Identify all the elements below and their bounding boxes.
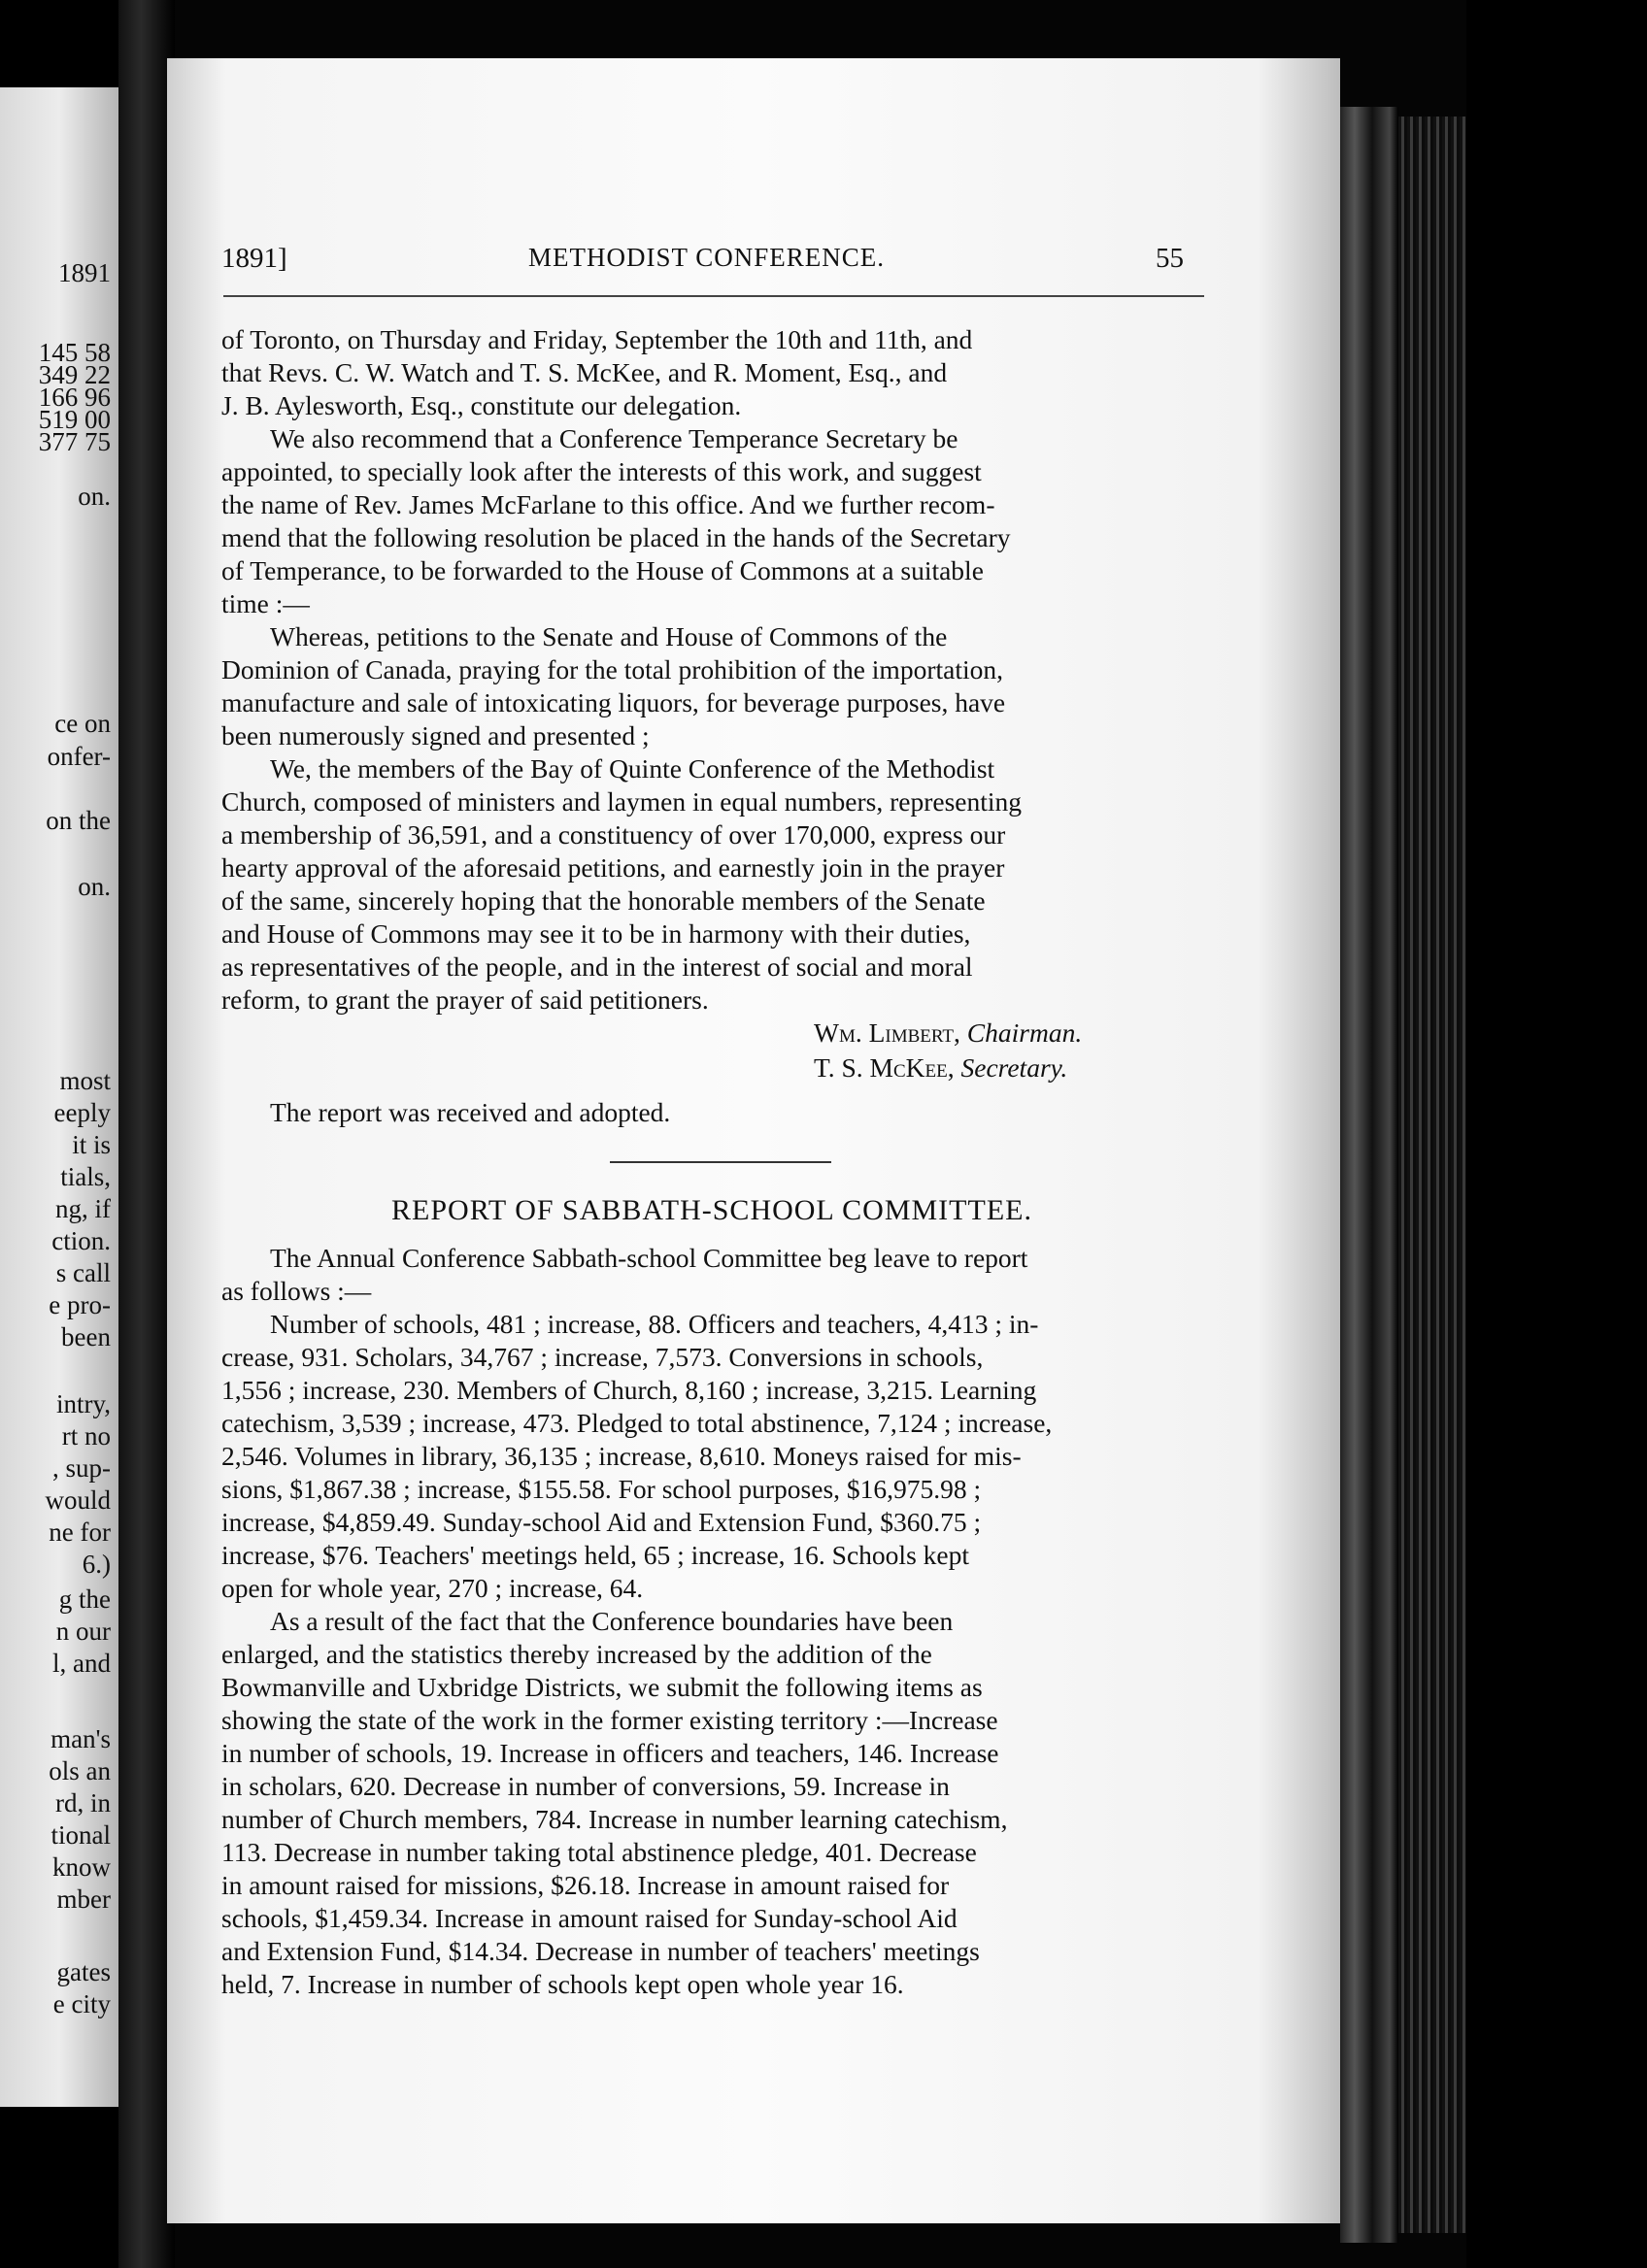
section-title: REPORT OF SABBATH-SCHOOL COMMITTEE. [391, 1194, 1032, 1226]
margin-fragment: 145 58 [38, 338, 111, 367]
margin-fragment: l, and [52, 1649, 111, 1678]
text-line: in number of schools, 19. Increase in officers and teachers, 146. Increase [221, 1738, 999, 1768]
margin-fragment: e city [52, 1989, 111, 2018]
section-separator [610, 1161, 831, 1163]
margin-fragment: 377 75 [38, 427, 111, 456]
text-line: 113. Decrease in number taking total abstinence pledge, 401. Decrease [221, 1837, 977, 1867]
margin-fragment: rt no [61, 1421, 111, 1451]
text-line: that Revs. C. W. Watch and T. S. McKee, and R. Moment, Esq., and [221, 357, 948, 387]
text-line: and Extension Fund, $14.34. Decrease in number of teachers' meetings [221, 1936, 980, 1966]
text-line: Bowmanville and Uxbridge Districts, we submit the following items as [221, 1672, 983, 1702]
header-year: 1891] [221, 243, 287, 274]
text-line: been numerously signed and presented ; [221, 720, 650, 750]
margin-fragment: 1891 [58, 258, 111, 287]
signature-secretary [814, 1054, 1067, 1082]
text-line: enlarged, and the statistics thereby increased by the addition of the [221, 1639, 932, 1669]
margin-fragment: ction. [51, 1226, 111, 1255]
text-line: schools, $1,459.34. Increase in amount raised for Sunday-school Aid [221, 1903, 958, 1933]
text-line: held, 7. Increase in number of schools kept open whole year 16. [221, 1969, 904, 1999]
text-line: hearty approval of the aforesaid petitions, and earnestly join in the prayer [221, 852, 1005, 883]
margin-fragment: ce on [54, 709, 111, 738]
margin-fragment: ng, if [55, 1194, 111, 1223]
text-line: 2,546. Volumes in library, 36,135 ; increase, 8,610. Moneys raised for mis- [221, 1441, 1022, 1471]
margin-fragment: tional [50, 1820, 111, 1850]
margin-fragment: eeply [53, 1098, 111, 1127]
margin-fragment: on. [78, 872, 111, 901]
margin-fragment: intry, [56, 1389, 111, 1418]
text-line: appointed, to specially look after the interests of this work, and suggest [221, 456, 982, 486]
margin-fragment: g the [58, 1584, 111, 1614]
signature-name: T. S. McKee, [814, 1052, 955, 1083]
signature-chairman [814, 1019, 1082, 1047]
margin-fragment: n our [55, 1617, 111, 1646]
margin-fragment: ne for [49, 1518, 111, 1547]
page-number: 55 [1156, 243, 1184, 274]
text-line: of Toronto, on Thursday and Friday, September the 10th and 11th, and [221, 324, 973, 354]
signature-name: Wm. Limbert, [814, 1017, 960, 1048]
text-line: We also recommend that a Conference Temperance Secretary be [270, 423, 958, 453]
margin-fragment: 166 96 [38, 383, 111, 412]
text-line: open for whole year, 270 ; increase, 64. [221, 1573, 644, 1603]
text-line: as representatives of the people, and in the interest of social and moral [221, 951, 973, 982]
text-line: in scholars, 620. Decrease in number of conversions, 59. Increase in [221, 1771, 950, 1801]
text-line: reform, to grant the prayer of said petitioners. [221, 984, 709, 1015]
margin-fragment: 519 00 [38, 405, 111, 434]
text-line: in amount raised for missions, $26.18. Increase in amount raised for [221, 1870, 950, 1900]
margin-fragment: on the [46, 806, 111, 835]
text-line: and House of Commons may see it to be in harmony with their duties, [221, 918, 971, 949]
margin-fragment: tials, [60, 1162, 111, 1191]
margin-fragment: mber [56, 1884, 111, 1914]
text-line: as follows :— [221, 1276, 372, 1306]
text-line: number of Church members, 784. Increase in number learning catechism, [221, 1804, 1008, 1834]
text-line: the name of Rev. James McFarlane to this office. And we further recom- [221, 489, 995, 519]
text-line: Dominion of Canada, praying for the total prohibition of the importation, [221, 654, 1003, 684]
margin-fragment: rd, in [55, 1788, 111, 1818]
text-line: Whereas, petitions to the Senate and House of Commons of the [270, 621, 948, 651]
text-line: Number of schools, 481 ; increase, 88. Officers and teachers, 4,413 ; in- [270, 1309, 1039, 1339]
text-line: increase, $76. Teachers' meetings held, 65 ; increase, 16. Schools kept [221, 1540, 969, 1570]
text-line: As a result of the fact that the Conference boundaries have been [270, 1606, 954, 1636]
margin-fragment: would [45, 1485, 111, 1515]
margin-fragment: ols an [49, 1756, 111, 1785]
text-line: catechism, 3,539 ; increase, 473. Pledged to total abstinence, 7,124 ; increase, [221, 1408, 1053, 1438]
margin-fragment: , sup- [52, 1453, 111, 1483]
margin-fragment: on. [78, 482, 111, 511]
page-stack-edges [1398, 117, 1466, 2233]
previous-page-fragment [0, 87, 118, 2107]
margin-fragment: most [59, 1066, 111, 1095]
text-line: 1,556 ; increase, 230. Members of Church, 8,160 ; increase, 3,215. Learning [221, 1375, 1037, 1405]
right-dark-margin [1466, 0, 1647, 2268]
text-line: mend that the following resolution be placed in the hands of the Secretary [221, 522, 1011, 552]
text-line: of Temperance, to be forwarded to the House of Commons at a suitable [221, 555, 984, 585]
text-line: showing the state of the work in the former existing territory :—Increase [221, 1705, 998, 1735]
margin-fragment: been [61, 1322, 111, 1351]
text-line: time :— [221, 588, 310, 618]
margin-fragment: e pro- [49, 1290, 111, 1319]
margin-fragment: onfer- [47, 742, 111, 771]
text-line: Church, composed of ministers and laymen in equal numbers, representing [221, 786, 1023, 817]
margin-fragment: s call [55, 1258, 111, 1287]
margin-fragment: it is [72, 1130, 111, 1159]
text-line: a membership of 36,591, and a constituency of over 170,000, express our [221, 819, 1006, 850]
margin-fragment: 349 22 [38, 360, 111, 389]
text-line: sions, $1,867.38 ; increase, $155.58. For school purposes, $16,975.98 ; [221, 1474, 982, 1504]
margin-fragment: 6.) [82, 1550, 111, 1579]
page-edge-shadow [1340, 107, 1398, 2243]
margin-fragment: man's [50, 1724, 111, 1753]
text-line: The Annual Conference Sabbath-school Committee beg leave to report [270, 1243, 1028, 1273]
margin-fragment: gates [56, 1957, 111, 1986]
signature-role: Chairman. [966, 1017, 1083, 1048]
margin-fragment: know [52, 1852, 111, 1882]
header-rule [223, 295, 1204, 297]
text-line: manufacture and sale of intoxicating liquors, for beverage purposes, have [221, 687, 1006, 717]
signature-role: Secretary. [960, 1052, 1068, 1083]
text-line: J. B. Aylesworth, Esq., constitute our delegation. [221, 390, 742, 420]
text-line: increase, $4,859.49. Sunday-school Aid and Extension Fund, $360.75 ; [221, 1507, 982, 1537]
running-head: METHODIST CONFERENCE. [528, 243, 886, 272]
adopted-note: The report was received and adopted. [270, 1097, 671, 1127]
text-line: of the same, sincerely hoping that the honorable members of the Senate [221, 885, 986, 916]
text-line: crease, 931. Scholars, 34,767 ; increase, 7,573. Conversions in schools, [221, 1342, 984, 1372]
text-line: We, the members of the Bay of Quinte Conference of the Methodist [270, 753, 995, 784]
